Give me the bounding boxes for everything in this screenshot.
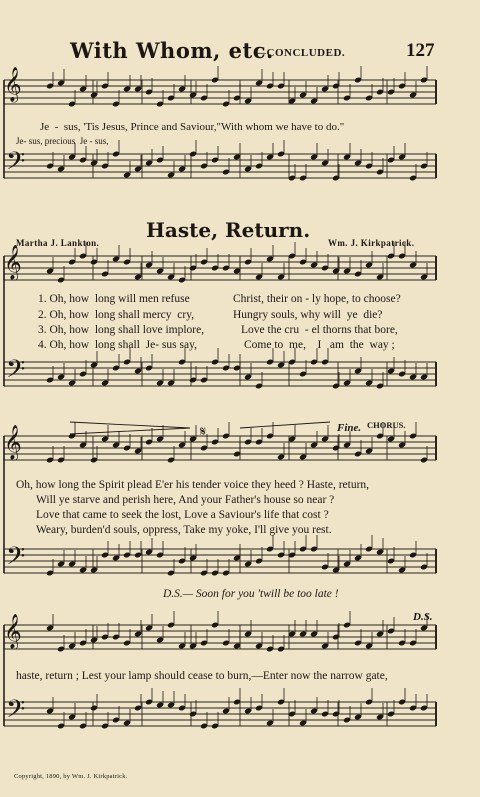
verse-3-left: 3. Oh, how long shall love implore, [38, 324, 205, 336]
ds-line: D.S.— Soon for you 'twill be too late ! [163, 588, 339, 600]
hymn-title: Haste, Return. [146, 218, 311, 242]
verse-2-left: 2. Oh, how long shall mercy cry, [38, 309, 195, 321]
verse-2-right: Hungry souls, why will ye die? [233, 309, 383, 321]
fine-mark: Fine. [337, 422, 362, 434]
verse-3-right: Love the cru - el thorns that bore, [241, 324, 398, 336]
top-lyric-line: Je - sus, 'Tis Jesus, Prince and Saviour,"With whom we have to do." [40, 121, 345, 133]
verse-4-right: Come to me, I am the way ; [244, 339, 395, 351]
page-header-subtitle: —CONCLUDED. [255, 47, 346, 59]
chorus-line-1: Oh, how long the Spirit plead E'er his tender voice they heed ? Haste, return, [16, 479, 370, 491]
bass-clef: 𝄢 [6, 542, 26, 577]
page-header-title: With Whom, etc. [70, 38, 274, 63]
treble-clef: 𝄞 [4, 67, 22, 102]
third-system-line: haste, return ; Lest your lamp should cease to burn,—Enter now the narrow gate, [16, 670, 388, 682]
bass-clef: 𝄢 [6, 695, 26, 730]
hymn-composer: Wm. J. Kirkpatrick. [328, 238, 415, 248]
treble-clef: 𝄞 [4, 425, 22, 460]
treble-clef: 𝄞 [4, 245, 22, 280]
treble-clef: 𝄞 [4, 614, 22, 649]
ds-mark: D.S. [413, 611, 433, 623]
verse-1-left: 1. Oh, how long will men refuse [38, 293, 190, 305]
crescendo-mark [70, 422, 190, 434]
bass-clef: 𝄢 [6, 147, 26, 182]
chorus-line-3: Love that came to seek the lost, Love a Saviour's life that cost ? [36, 509, 329, 521]
chorus-label: CHORUS. [367, 420, 406, 430]
segno-icon: 𝄋 [200, 424, 207, 440]
chorus-line-4: Weary, burden'd souls, oppress, Take my yoke, I'll give you rest. [36, 524, 332, 536]
hymn-author: Martha J. Lankton. [16, 238, 100, 248]
chorus-line-2: Will ye starve and perish here, And your Father's house so near ? [36, 494, 335, 506]
verse-4-left: 4. Oh, how long shall Je- sus say, [38, 339, 197, 351]
top-bass-words: Je- sus, precious Je - sus, [16, 136, 109, 146]
decrescendo-mark [240, 422, 330, 428]
page-number: 127 [406, 40, 435, 61]
bass-clef: 𝄢 [6, 355, 26, 390]
copyright-notice: Copyright, 1890, by Wm. J. Kirkpatrick. [14, 773, 128, 780]
verse-1-right: Christ, their on - ly hope, to choose? [233, 293, 401, 305]
